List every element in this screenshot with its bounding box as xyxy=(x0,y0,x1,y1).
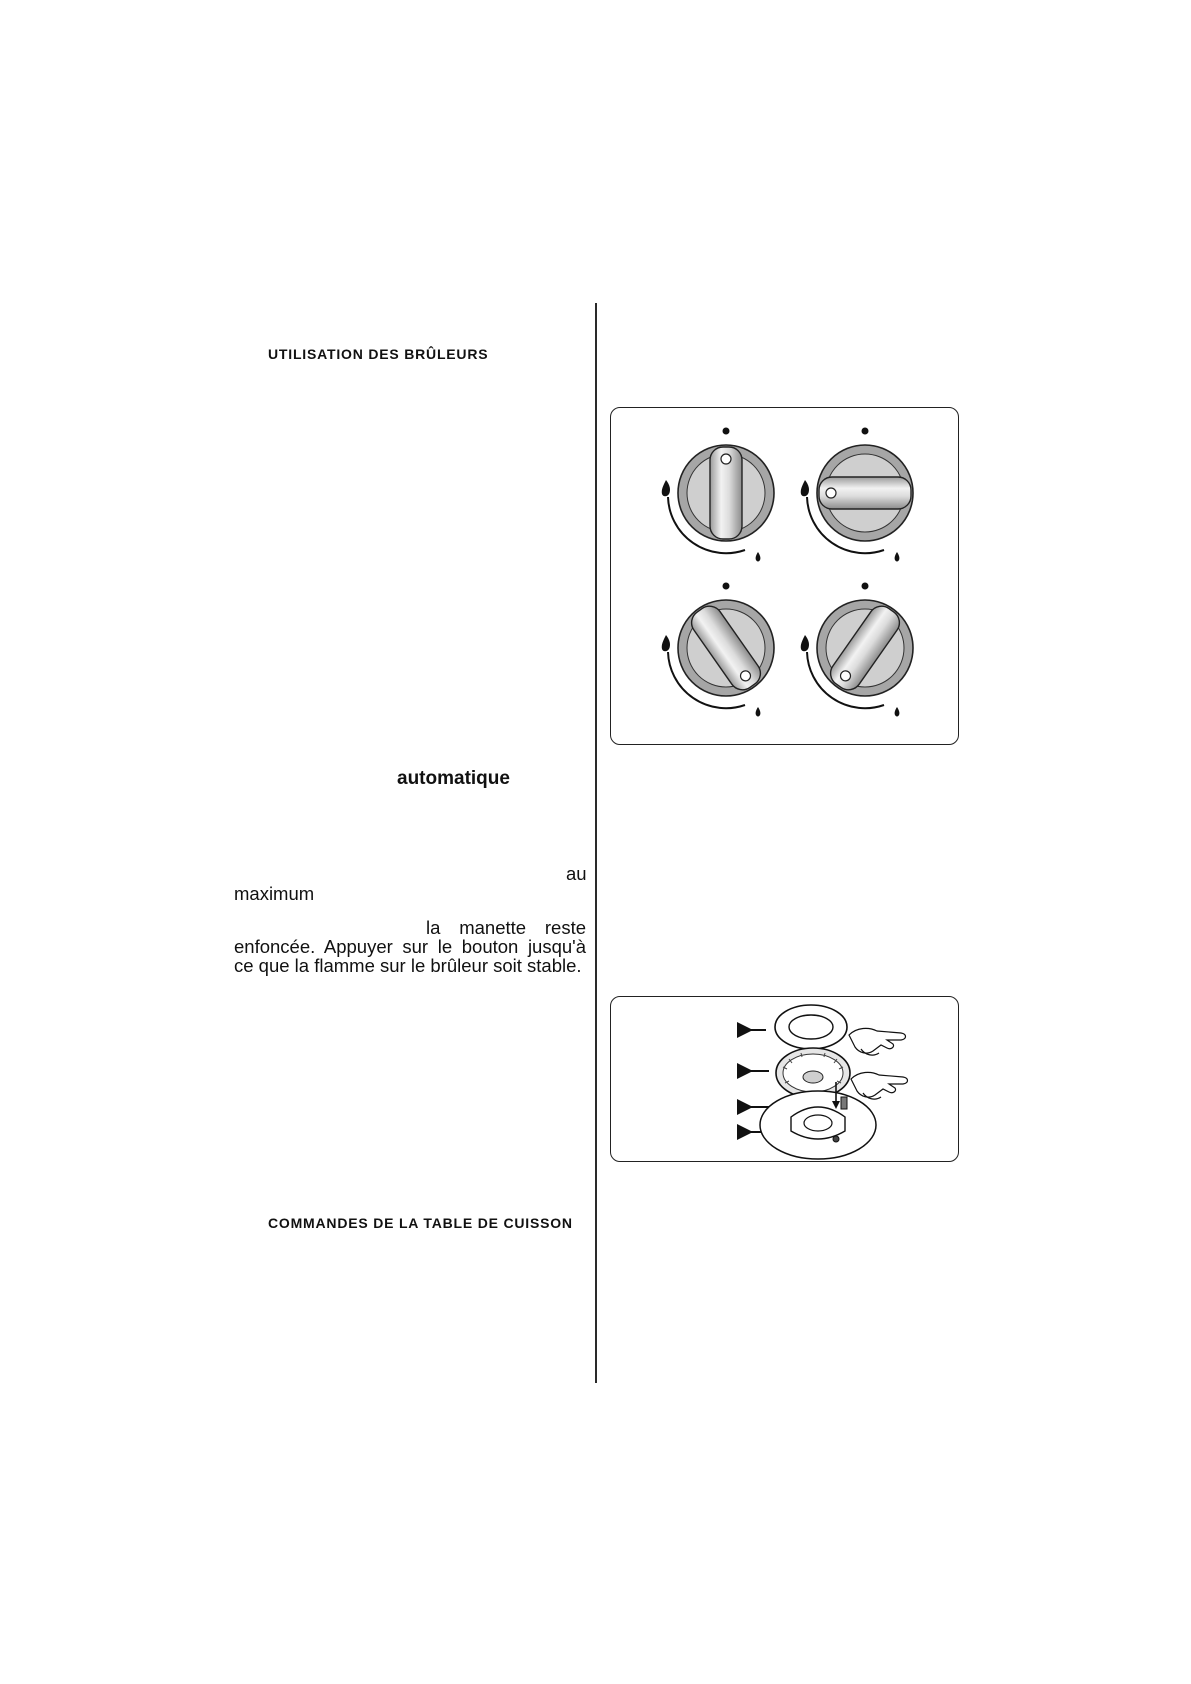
hand-icon xyxy=(849,1028,908,1099)
burner-cap-icon xyxy=(775,1005,847,1049)
text-line-enfoncee: enfoncée. Appuyer sur le bouton jusqu'à xyxy=(234,936,586,957)
word-au: au xyxy=(566,863,587,884)
knob-intermediate xyxy=(801,583,913,717)
knob-maximum xyxy=(801,428,913,562)
word-maximum: maximum xyxy=(234,883,315,904)
knob-minimum xyxy=(662,583,774,717)
gas-control-knobs-icon xyxy=(611,408,960,746)
section-heading-controls: COMMANDES DE LA TABLE DE CUISSON xyxy=(268,1215,573,1231)
knob-off xyxy=(662,428,774,562)
text-line-flamme: ce que la flamme sur le brûleur soit stable. xyxy=(234,955,582,976)
burner-disassembly-icon xyxy=(611,997,960,1163)
word-automatique: automatique xyxy=(397,768,510,789)
knobs-figure xyxy=(610,407,959,745)
burner-figure xyxy=(610,996,959,1162)
text-line-manette: la manette reste xyxy=(426,917,586,938)
section-heading-burners: UTILISATION DES BRÛLEURS xyxy=(268,346,489,362)
column-divider xyxy=(595,303,597,1383)
